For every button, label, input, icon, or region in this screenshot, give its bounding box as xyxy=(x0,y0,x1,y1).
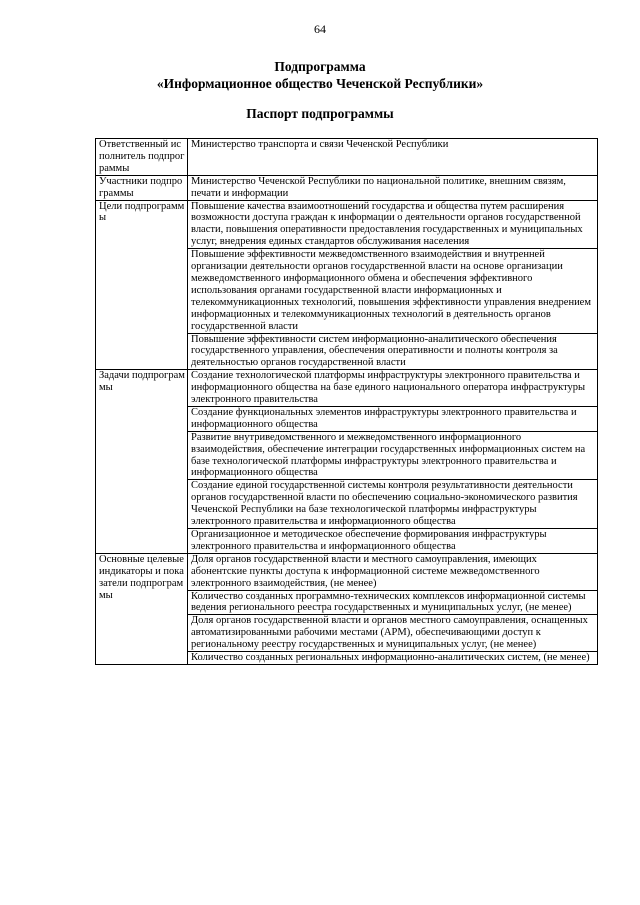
passport-row xyxy=(96,200,598,249)
passport-table xyxy=(95,138,598,665)
passport-row xyxy=(96,370,598,407)
subprogram-title-line-2: «Информационное общество Чеченской Республики» xyxy=(156,76,484,91)
row-value: Создание технологической платформы инфраструктуры электронного правительства и информационного общества на базе единого национального оператора инфраструктуры электронного правительства xyxy=(188,370,598,407)
row-value: Доля органов государственной власти и органов местного самоуправления, оснащенных автоматизированными рабочими местами (АРМ), обеспечивающими доступ к региональному реестру государственных и муниципальных услуг, (не менее) xyxy=(188,615,598,652)
row-label: Участники подпрограммы xyxy=(96,175,188,200)
row-label: Ответственный исполнитель подпрограммы xyxy=(96,139,188,176)
passport-row xyxy=(96,139,598,176)
subprogram-title-line-1: Подпрограмма xyxy=(274,59,366,74)
row-value: Повышение качества взаимоотношений государства и общества путем расширения возможности доступа граждан к информации о деятельности органов государственной власти, повышения оперативности предоставления государственных и муниципальных услуг, внедрения единых стандартов обслуживания населения xyxy=(188,200,598,249)
subprogram-title xyxy=(0,58,640,92)
row-label: Задачи подпрограммы xyxy=(96,370,188,554)
row-value: Министерство транспорта и связи Чеченской Республики xyxy=(188,139,598,176)
passport-table-body xyxy=(96,139,598,665)
row-value: Количество созданных региональных информационно-аналитических систем, (не менее) xyxy=(188,652,598,665)
row-value: Доля органов государственной власти и местного самоуправления, имеющих абонентские пункты доступа к информационной системе межведомственного электронного взаимодействия, (не менее) xyxy=(188,553,598,590)
row-value: Создание функциональных элементов инфраструктуры электронного правительства и информационного общества xyxy=(188,406,598,431)
row-value: Создание единой государственной системы контроля результативности деятельности органов государственной власти по обеспечению социально-экономического развития Чеченской Республики на базе технологической платформы инфраструктуры электронного правительства и информационного общества xyxy=(188,480,598,529)
row-value: Количество созданных программно-технических комплексов информационной системы ведения регионального реестра государственных и муниципальных услуг, (не менее) xyxy=(188,590,598,615)
passport-row xyxy=(96,553,598,590)
row-value: Министерство Чеченской Республики по национальной политике, внешним связям, печати и информации xyxy=(188,175,598,200)
page-number: 64 xyxy=(314,22,326,36)
passport-row xyxy=(96,175,598,200)
row-value: Организационное и методическое обеспечение формирования инфраструктуры электронного правительства и информационного общества xyxy=(188,529,598,554)
row-value: Повышение эффективности межведомственного взаимодействия и внутренней организации деятельности органов государственной власти на основе организации межведомственного информационного обмена и обеспечения эффективного использования органами государственной власти информационных и телекоммуникационных технологий, повышения эффективности управления внедрением информационных и телекоммуникационных технологий в деятельность органов государственной власти xyxy=(188,249,598,333)
row-value: Развитие внутриведомственного и межведомственного информационного взаимодействия, обеспечение интеграции государственных информационных систем на базе технологической платформы инфраструктуры электронного правительства и информационного общества xyxy=(188,431,598,480)
row-label: Основные целевые индикаторы и показатели подпрограммы xyxy=(96,553,188,664)
row-value: Повышение эффективности систем информационно-аналитического обеспечения государственного управления, обеспечения оперативности и полноты контроля за деятельностью органов государственной власти xyxy=(188,333,598,370)
passport-title: Паспорт подпрограммы xyxy=(246,106,394,121)
row-label: Цели подпрограммы xyxy=(96,200,188,370)
